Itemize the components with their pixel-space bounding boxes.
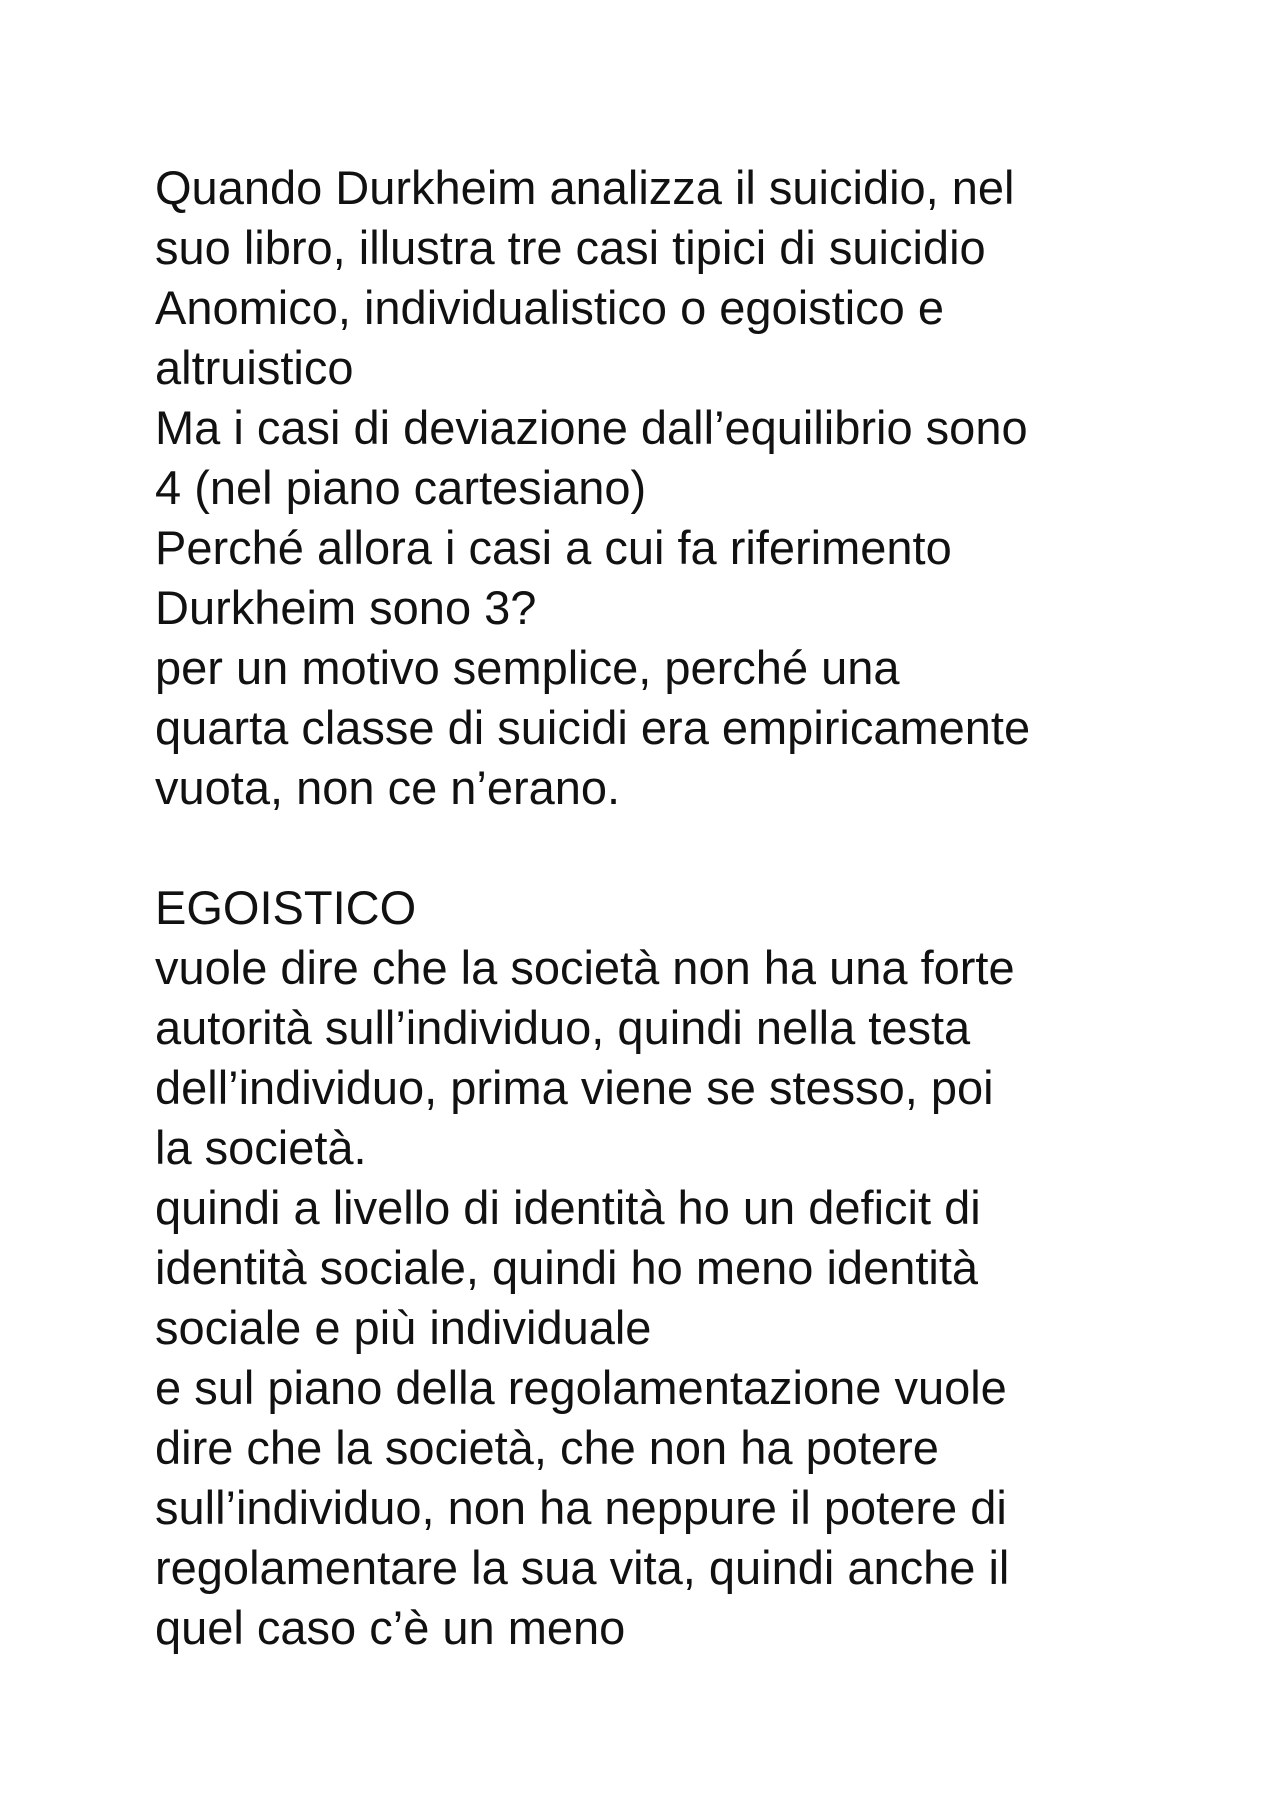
section-line-4: la società. — [155, 1121, 367, 1174]
section-line-11: regolamentare la sua vita, quindi anche il — [155, 1541, 1010, 1594]
section-line-3: dell’individuo, prima viene se stesso, poi — [155, 1061, 994, 1114]
intro-line-9: per un motivo semplice, perché una — [155, 641, 900, 694]
intro-line-3: Anomico, individualistico o egoistico e — [155, 281, 944, 334]
section-line-7: sociale e più individuale — [155, 1301, 652, 1354]
intro-line-5: Ma i casi di deviazione dall’equilibrio sono — [155, 401, 1028, 454]
section-line-1: vuole dire che la società non ha una forte — [155, 941, 1015, 994]
intro-line-10: quarta classe di suicidi era empiricamente — [155, 701, 1031, 754]
blank-line — [155, 818, 1205, 878]
intro-line-8: Durkheim sono 3? — [155, 581, 537, 634]
intro-line-11: vuota, non ce n’erano. — [155, 761, 621, 814]
intro-line-2: suo libro, illustra tre casi tipici di suicidio — [155, 221, 986, 274]
section-line-8: e sul piano della regolamentazione vuole — [155, 1361, 1007, 1414]
document-text — [155, 158, 1205, 1658]
intro-line-7: Perché allora i casi a cui fa riferimento — [155, 521, 952, 574]
intro-line-1: Quando Durkheim analizza il suicidio, nel — [155, 161, 1015, 214]
section-line-10: sull’individuo, non ha neppure il potere di — [155, 1481, 1007, 1534]
section-line-9: dire che la società, che non ha potere — [155, 1421, 939, 1474]
section-line-6: identità sociale, quindi ho meno identità — [155, 1241, 979, 1294]
section-line-2: autorità sull’individuo, quindi nella testa — [155, 1001, 971, 1054]
section-heading: EGOISTICO — [155, 881, 417, 934]
intro-line-6: 4 (nel piano cartesiano) — [155, 461, 647, 514]
section-line-5: quindi a livello di identità ho un deficit di — [155, 1181, 981, 1234]
section-line-12: quel caso c’è un meno — [155, 1601, 626, 1654]
intro-line-4: altruistico — [155, 341, 354, 394]
